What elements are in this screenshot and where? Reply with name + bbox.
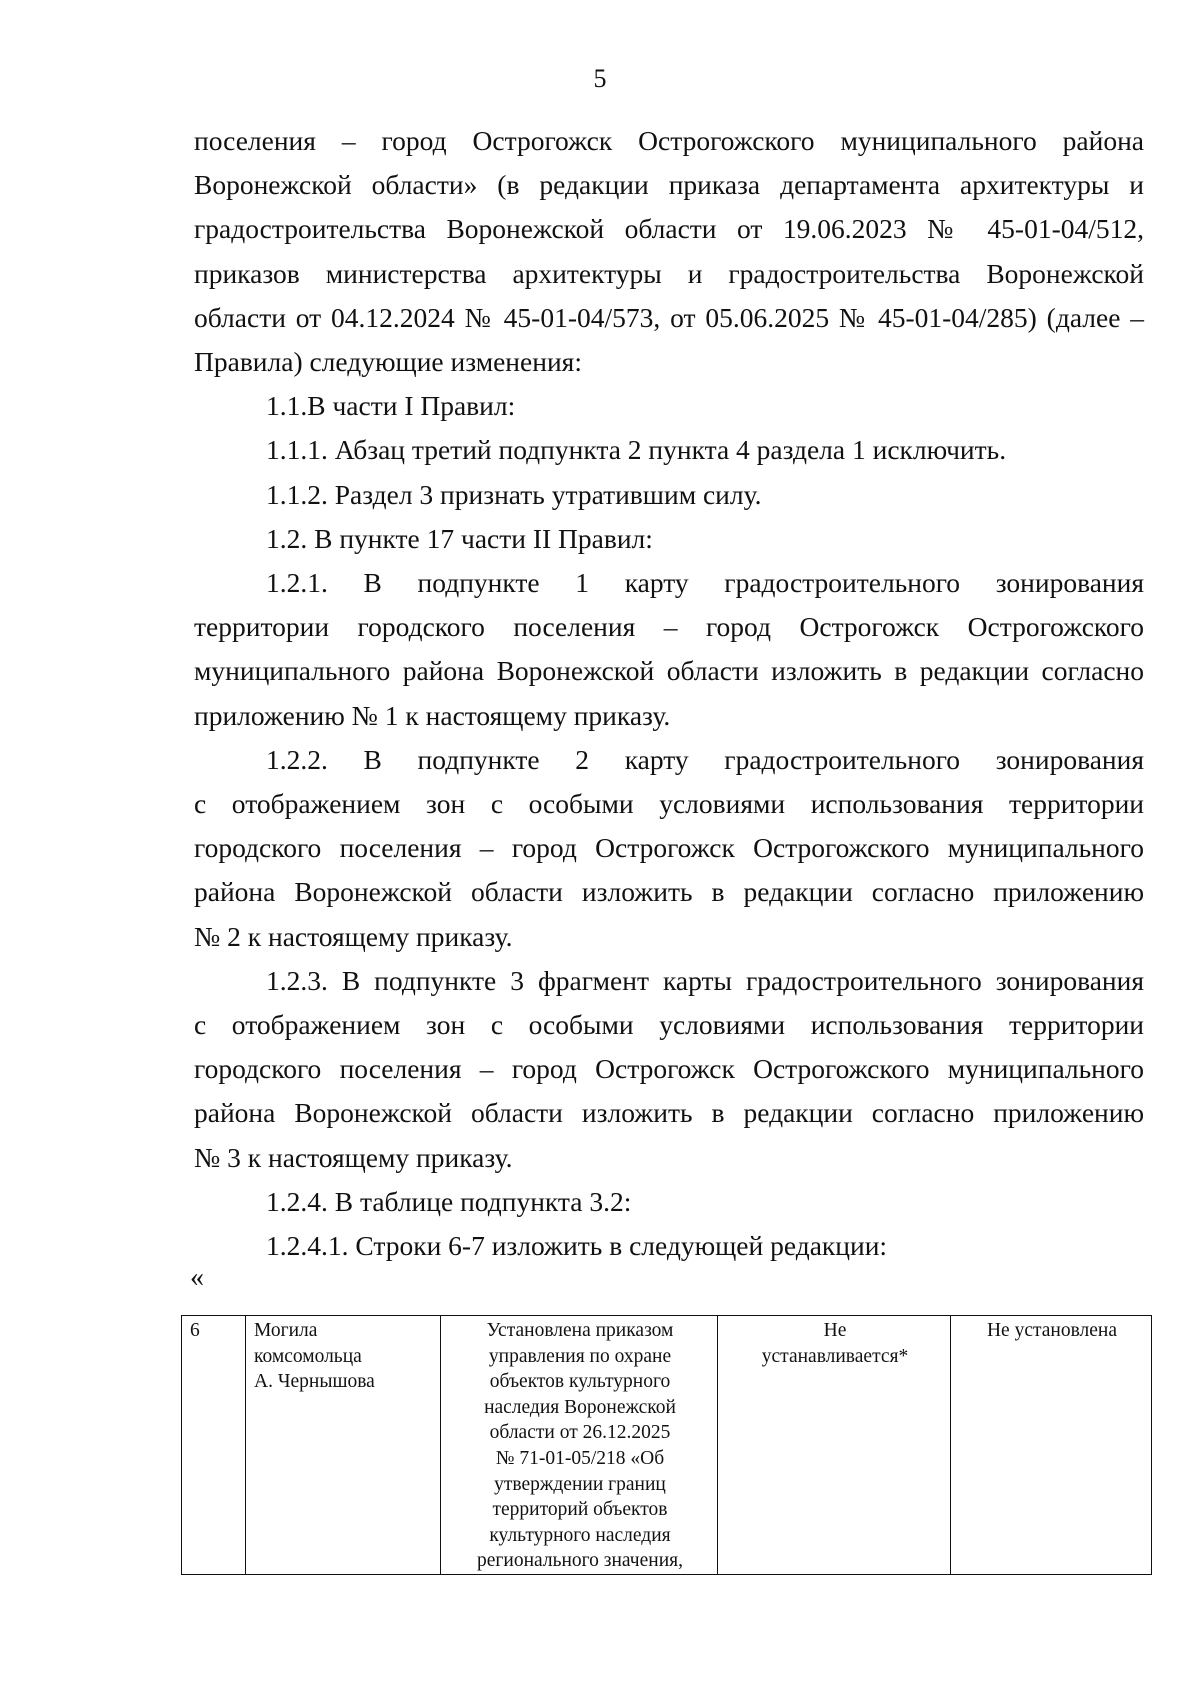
paragraph-line: № 2 к настоящему приказу.	[194, 920, 513, 952]
paragraph-line: приложению № 1 к настоящему приказу.	[194, 699, 671, 731]
paragraph-item-1-1-2: 1.1.2. Раздел 3 признать утратившим силу.	[266, 478, 762, 510]
paragraph-line: 1.2.3. В подпункте 3 фрагмент карты градостроительного зонирования	[266, 964, 1144, 996]
open-quote-mark: «	[190, 1262, 204, 1293]
cell-line: № 71-01-05/218 «Об	[495, 1447, 665, 1469]
cell-line: управления по охране	[488, 1345, 672, 1367]
cell-line: Не установлена	[986, 1320, 1118, 1341]
paragraph-line: 1.2.2. В подпункте 2 карту градостроительного зонирования	[266, 743, 1144, 775]
cell-line: комсомольца	[254, 1345, 362, 1367]
row-number-cell: 6	[182, 1316, 246, 1575]
cell-line: культурного наследия	[489, 1524, 671, 1546]
paragraph-item-1-1-1: 1.1.1. Абзац третий подпункта 2 пункта 4 раздела 1 исключить.	[266, 434, 1007, 466]
paragraph-line: городского поселения – город Острогожск Острогожского муниципального	[194, 1053, 1144, 1085]
paragraph-item-1-2-4: 1.2.4. В таблице подпункта 3.2:	[266, 1185, 632, 1217]
paragraph-line: муниципального района Воронежской области изложить в редакции согласно	[194, 655, 1144, 687]
paragraph-line: поселения – город Острогожск Острогожского муниципального района	[194, 125, 1144, 156]
paragraph-line: Правила) следующие изменения:	[194, 346, 582, 378]
page-number: 5	[593, 64, 607, 93]
cell-line: объектов культурного	[489, 1371, 671, 1393]
cell-line: устанавливается*	[761, 1345, 909, 1367]
cell-line: области от 26.12.2025	[489, 1422, 671, 1444]
cell-line: утверждении границ	[494, 1473, 666, 1495]
paragraph-line: приказов министерства архитектуры и градостроительства Воронежской	[194, 257, 1144, 289]
cell-line: Могила	[254, 1320, 318, 1341]
cell-line: Установлена приказом	[486, 1320, 674, 1341]
paragraph-line: с отображением зон с особыми условиями использования территории	[194, 1009, 1144, 1041]
paragraph-line: № 3 к настоящему приказу.	[194, 1141, 513, 1173]
cell-line: А. Чернышова	[254, 1371, 375, 1393]
object-name-cell	[246, 1316, 441, 1575]
paragraph-line: городского поселения – город Острогожск Острогожского муниципального	[194, 832, 1144, 864]
paragraph-line: области от 04.12.2024 № 45-01-04/573, от 05.06.2025 № 45-01-04/285) (далее –	[194, 301, 1144, 333]
paragraph-line: Воронежской области» (в редакции приказа департамента архитектуры и	[194, 169, 1144, 201]
paragraph-item-1-2-4-1: 1.2.4.1. Строки 6-7 изложить в следующей редакции:	[266, 1230, 888, 1262]
paragraph-line: района Воронежской области изложить в редакции согласно приложению	[194, 876, 1144, 908]
paragraph-line: территории городского поселения – город Острогожск Острогожского	[194, 611, 1144, 643]
paragraph-line: района Воронежской области изложить в редакции согласно приложению	[194, 1097, 1144, 1129]
paragraph-item-1-2: 1.2. В пункте 17 части II Правил:	[266, 522, 653, 554]
cell-line: Не	[823, 1320, 847, 1341]
protection-zone-cell	[718, 1316, 951, 1575]
other-zone-cell	[951, 1316, 1152, 1575]
cell-line: регионального значения,	[477, 1550, 683, 1572]
cell-line: территорий объектов	[492, 1499, 668, 1521]
objects-table	[181, 1315, 1152, 1575]
paragraph-line: с отображением зон с особыми условиями использования территории	[194, 788, 1144, 820]
paragraph-line: градостроительства Воронежской области от 19.06.2023 № 45-01-04/512,	[194, 213, 1144, 245]
document-body	[194, 119, 1144, 1268]
paragraph-item-1-1: 1.1.В части I Правил:	[266, 390, 516, 422]
territory-basis-cell	[441, 1316, 718, 1575]
table-row	[182, 1316, 1152, 1575]
paragraph-line: 1.2.1. В подпункте 1 карту градостроительного зонирования	[266, 567, 1144, 599]
cell-line: наследия Воронежской	[484, 1396, 676, 1418]
